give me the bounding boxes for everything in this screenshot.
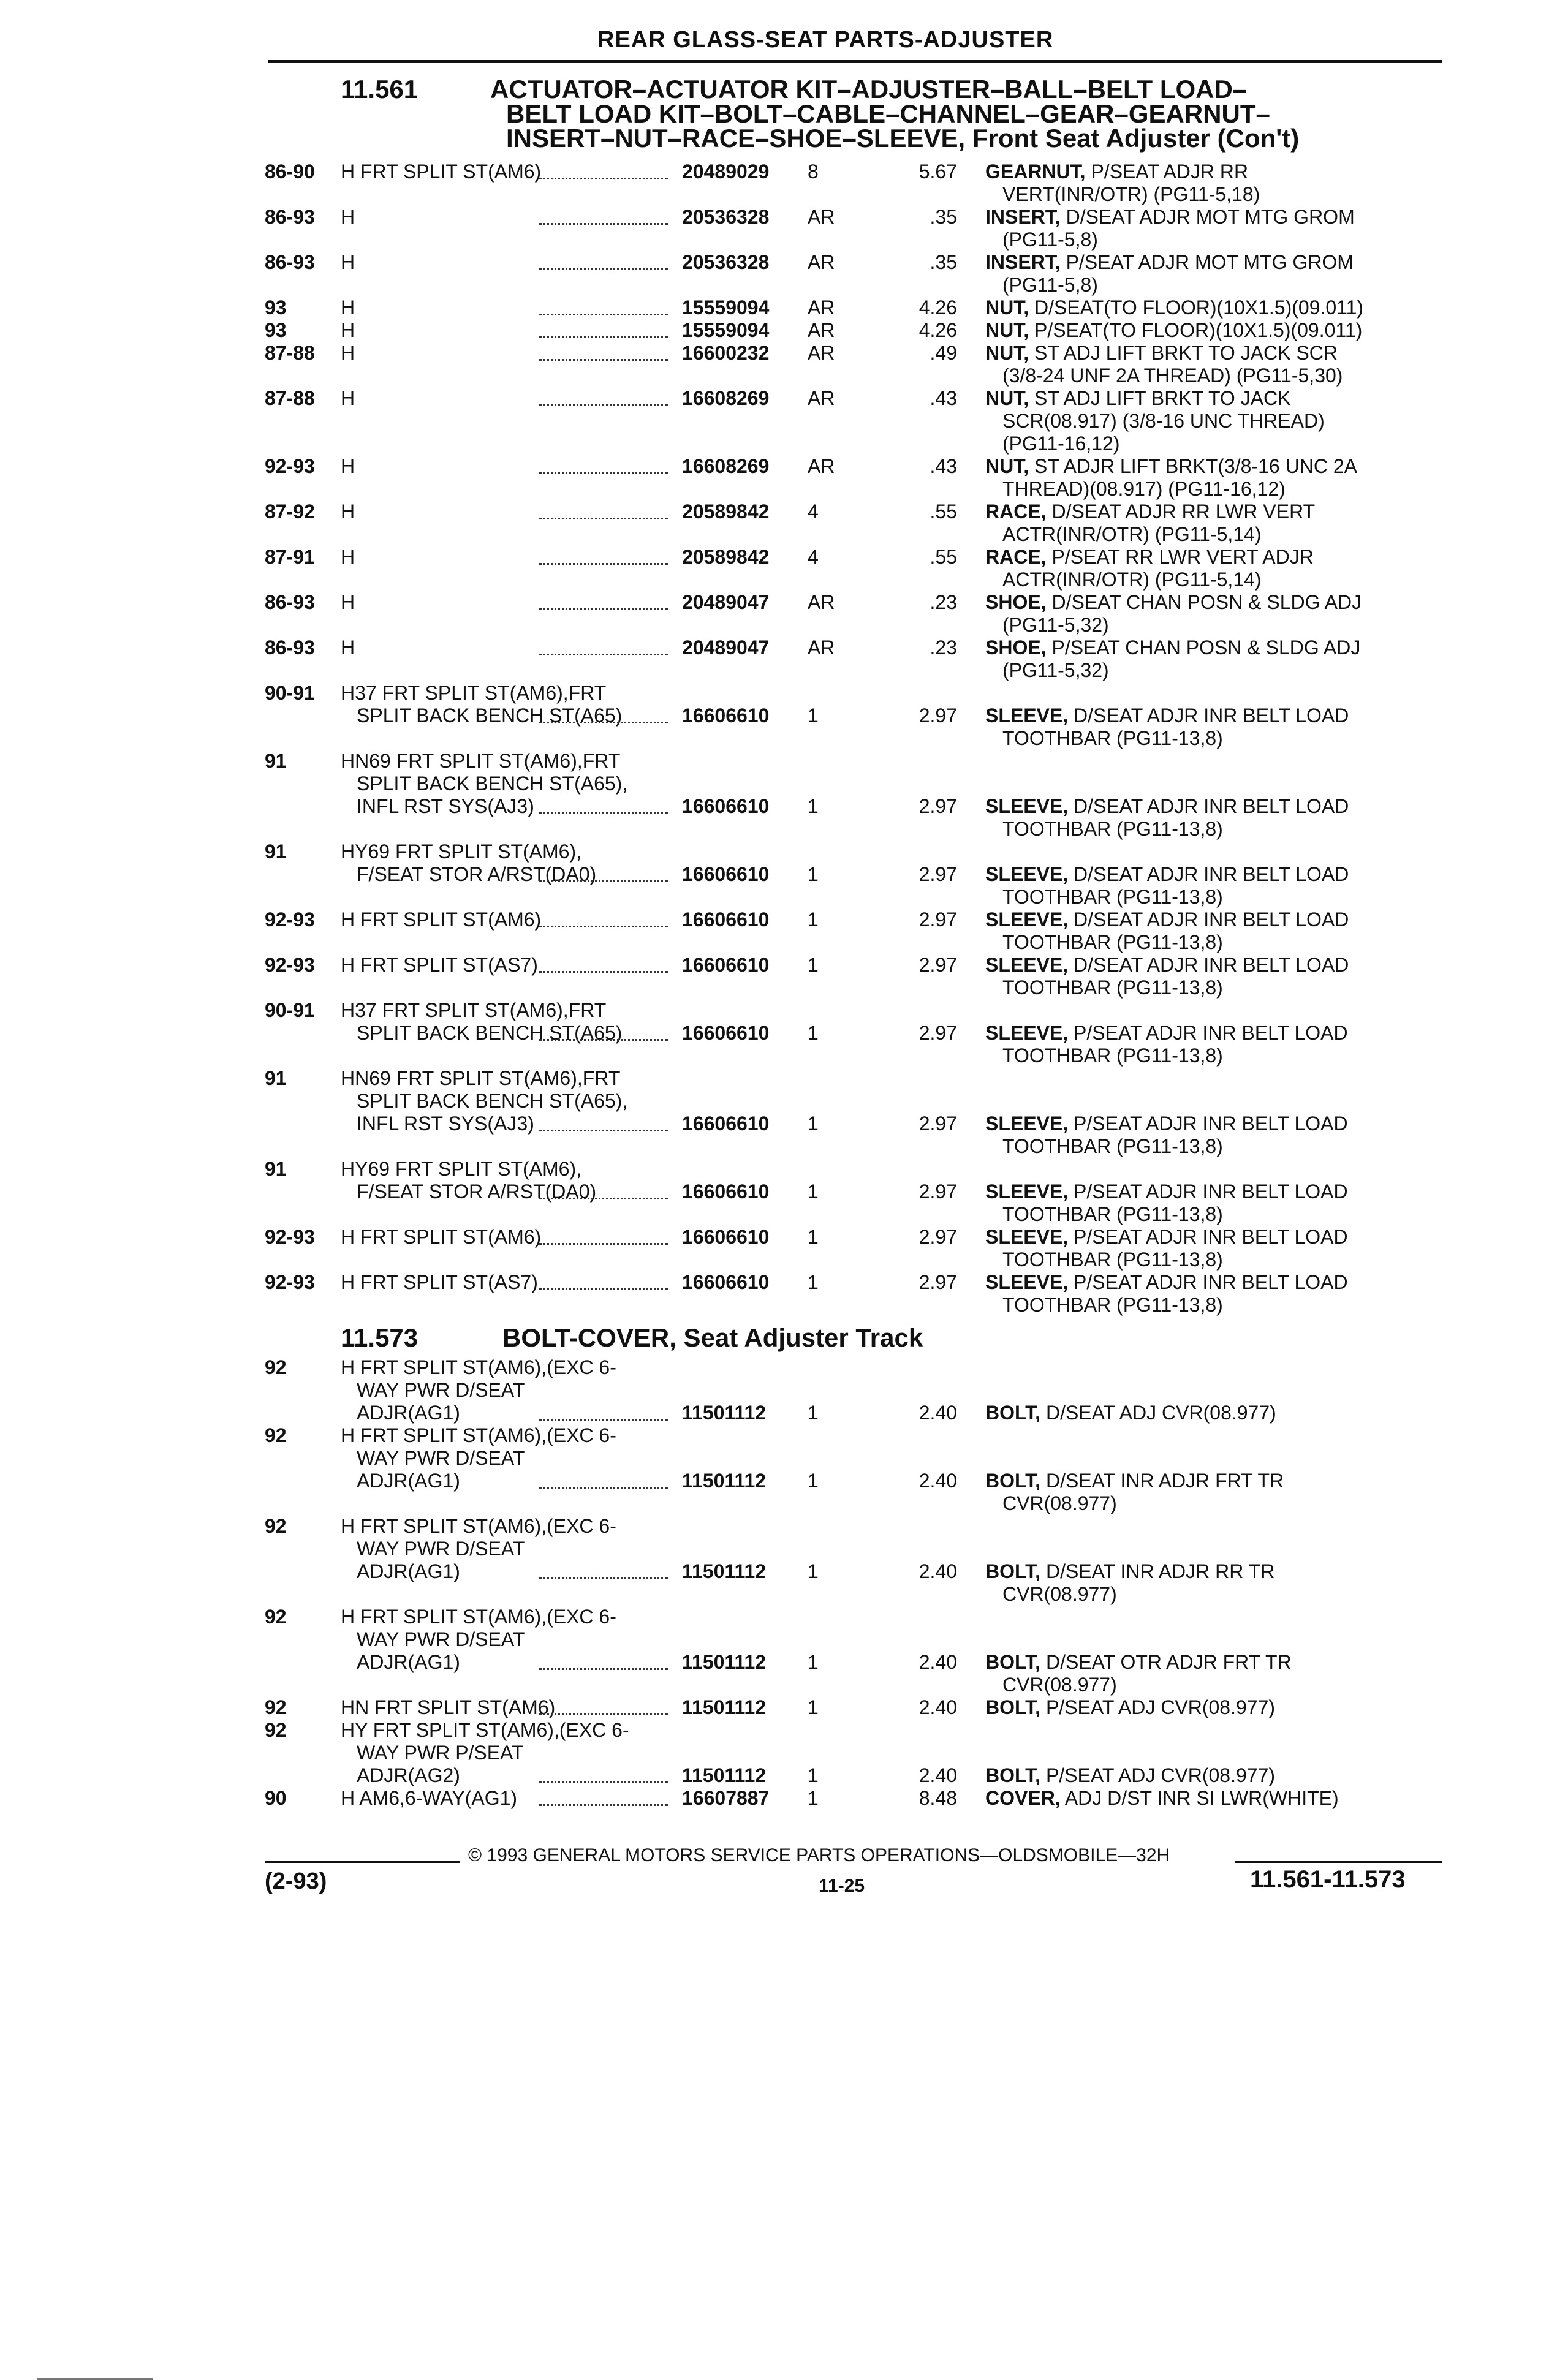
application-description: H (341, 546, 355, 568)
application-description: ADJR(AG1) (357, 1470, 460, 1492)
part-name: SHOE, D/SEAT CHAN POSN & SLDG ADJ (985, 591, 1362, 613)
part-number: 15559094 (682, 319, 770, 341)
leader-dots (539, 1243, 668, 1245)
part-number: 16606610 (682, 1271, 770, 1293)
part-name-continued: (PG11-5,32) (1002, 614, 1109, 636)
part-name: BOLT, P/SEAT ADJ CVR(08.977) (985, 1696, 1276, 1718)
application-description: HN69 FRT SPLIT ST(AM6),FRT (341, 750, 621, 772)
part-name-keyword: BOLT, (985, 1651, 1041, 1673)
leader-dots (539, 654, 668, 655)
price: .35 (930, 206, 957, 228)
footer-copyright: © 1993 GENERAL MOTORS SERVICE PARTS OPERATIONS—OLDSMOBILE—32H (468, 1845, 1170, 1865)
application-description: HN FRT SPLIT ST(AM6) (341, 1696, 556, 1718)
part-name-continued: CVR(08.977) (1002, 1492, 1117, 1514)
part-number: 16606610 (682, 1181, 770, 1203)
section-title-line-2: BELT LOAD KIT–BOLT–CABLE–CHANNEL–GEAR–GEARNUT– (506, 99, 1270, 128)
year-range: 91 (265, 750, 287, 772)
application-description: WAY PWR D/SEAT (357, 1628, 525, 1650)
price: 2.97 (918, 863, 957, 885)
part-name-keyword: NUT, (985, 319, 1029, 341)
leader-dots (539, 314, 668, 315)
part-name-keyword: INSERT, (985, 251, 1061, 273)
application-description: SPLIT BACK BENCH ST(A65), (357, 1090, 628, 1112)
year-range: 92 (265, 1696, 287, 1718)
part-number: 20489029 (682, 161, 770, 183)
part-name-continued: CVR(08.977) (1002, 1583, 1117, 1605)
price: 8.48 (918, 1787, 957, 1809)
part-name-continued: SCR(08.917) (3/8-16 UNC THREAD) (1002, 410, 1325, 432)
quantity: 1 (808, 1787, 819, 1809)
year-range: 87-92 (265, 501, 315, 523)
price: 4.26 (918, 297, 957, 319)
application-description: H FRT SPLIT ST(AM6),(EXC 6- (341, 1356, 616, 1378)
part-number: 11501112 (682, 1402, 767, 1424)
part-name-continued: TOOTHBAR (PG11-13,8) (1002, 1203, 1223, 1225)
leader-dots (539, 223, 668, 225)
application-description: ADJR(AG1) (357, 1651, 460, 1673)
part-name: BOLT, D/SEAT ADJ CVR(08.977) (985, 1402, 1276, 1424)
part-name: BOLT, P/SEAT ADJ CVR(08.977) (985, 1764, 1276, 1786)
price: 2.40 (918, 1651, 957, 1673)
quantity: 1 (808, 863, 819, 885)
part-number: 20589842 (682, 546, 770, 568)
price: 2.97 (918, 1022, 957, 1044)
quantity: 1 (808, 1402, 819, 1424)
year-range: 92 (265, 1515, 287, 1537)
price: 2.40 (918, 1696, 957, 1718)
part-name-keyword: NUT, (985, 455, 1029, 477)
part-name: SHOE, P/SEAT CHAN POSN & SLDG ADJ (985, 637, 1361, 659)
application-description: H (341, 501, 355, 523)
year-range: 92-93 (265, 1271, 315, 1293)
application-description: H FRT SPLIT ST(AS7) (341, 1271, 538, 1293)
part-name: SLEEVE, P/SEAT ADJR INR BELT LOAD (985, 1271, 1348, 1293)
leader-dots (539, 880, 668, 882)
part-name-keyword: SHOE, (985, 591, 1047, 613)
price: 2.97 (918, 1181, 957, 1203)
year-range: 93 (265, 319, 287, 341)
leader-dots (539, 608, 668, 610)
application-description: ADJR(AG1) (357, 1402, 460, 1424)
part-number: 20536328 (682, 206, 770, 228)
part-number: 16606610 (682, 705, 770, 727)
quantity: AR (808, 455, 835, 477)
part-name-keyword: BOLT, (985, 1764, 1041, 1786)
part-name: SLEEVE, P/SEAT ADJR INR BELT LOAD (985, 1113, 1348, 1135)
leader-dots (539, 1487, 668, 1489)
part-number: 16606610 (682, 863, 770, 885)
leader-dots (539, 1130, 668, 1131)
price: 2.40 (918, 1402, 957, 1424)
price: 4.26 (918, 319, 957, 341)
year-range: 92 (265, 1356, 287, 1378)
quantity: 1 (808, 1226, 819, 1248)
part-name: SLEEVE, P/SEAT ADJR INR BELT LOAD (985, 1181, 1348, 1203)
part-number: 20589842 (682, 501, 770, 523)
part-number: 11501112 (682, 1470, 767, 1492)
part-name-continued: TOOTHBAR (PG11-13,8) (1002, 1045, 1223, 1067)
part-name: SLEEVE, D/SEAT ADJR INR BELT LOAD (985, 795, 1349, 817)
application-description: HY69 FRT SPLIT ST(AM6), (341, 1158, 581, 1180)
application-description: INFL RST SYS(AJ3) (357, 1113, 534, 1135)
part-name: COVER, ADJ D/ST INR SI LWR(WHITE) (985, 1787, 1339, 1809)
quantity: AR (808, 319, 835, 341)
quantity: 1 (808, 1696, 819, 1718)
quantity: AR (808, 387, 835, 409)
leader-dots (539, 563, 668, 565)
quantity: AR (808, 251, 835, 273)
price: 2.40 (918, 1764, 957, 1786)
part-name-keyword: BOLT, (985, 1402, 1041, 1424)
part-name: NUT, ST ADJR LIFT BRKT(3/8-16 UNC 2A (985, 455, 1357, 477)
part-number: 16606610 (682, 795, 770, 817)
application-description: F/SEAT STOR A/RST(DA0) (357, 863, 597, 885)
application-description: H FRT SPLIT ST(AM6) (341, 1226, 542, 1248)
part-name: RACE, D/SEAT ADJR RR LWR VERT (985, 501, 1316, 523)
quantity: AR (808, 206, 835, 228)
leader-dots (539, 268, 668, 270)
part-number: 11501112 (682, 1764, 767, 1786)
part-name: SLEEVE, D/SEAT ADJR INR BELT LOAD (985, 909, 1349, 931)
year-range: 87-88 (265, 387, 315, 409)
part-name: SLEEVE, P/SEAT ADJR INR BELT LOAD (985, 1022, 1348, 1044)
application-description: HY69 FRT SPLIT ST(AM6), (341, 841, 581, 863)
leader-dots (539, 1288, 668, 1290)
part-number: 16606610 (682, 1022, 770, 1044)
part-name-keyword: SLEEVE, (985, 1181, 1069, 1203)
part-name: INSERT, D/SEAT ADJR MOT MTG GROM (985, 206, 1355, 228)
quantity: 1 (808, 1271, 819, 1293)
part-number: 16606610 (682, 909, 770, 931)
part-name-continued: TOOTHBAR (PG11-13,8) (1002, 1249, 1223, 1271)
application-description: HY FRT SPLIT ST(AM6),(EXC 6- (341, 1719, 629, 1741)
application-description: H FRT SPLIT ST(AM6),(EXC 6- (341, 1424, 616, 1446)
application-description: WAY PWR P/SEAT (357, 1742, 524, 1764)
leader-dots (539, 1198, 668, 1199)
footer-rule-left (265, 1861, 460, 1863)
application-description: H FRT SPLIT ST(AM6),(EXC 6- (341, 1515, 616, 1537)
application-description: H (341, 637, 355, 659)
application-description: WAY PWR D/SEAT (357, 1447, 525, 1469)
price: 2.97 (918, 1271, 957, 1293)
part-name-keyword: GEARNUT, (985, 161, 1086, 183)
part-name-keyword: SLEEVE, (985, 795, 1069, 817)
leader-dots (539, 1668, 668, 1670)
part-name-continued: (PG11-5,8) (1002, 274, 1098, 296)
leader-dots (539, 1577, 668, 1579)
application-description: H AM6,6-WAY(AG1) (341, 1787, 518, 1809)
part-name-continued: TOOTHBAR (PG11-13,8) (1002, 886, 1223, 908)
application-description: H FRT SPLIT ST(AM6),(EXC 6- (341, 1606, 616, 1628)
quantity: AR (808, 637, 835, 659)
footer-page-number: 11-25 (819, 1876, 865, 1896)
part-name: INSERT, P/SEAT ADJR MOT MTG GROM (985, 251, 1354, 273)
quantity: 8 (808, 161, 819, 183)
header-rule (268, 60, 1442, 63)
quantity: 4 (808, 501, 819, 523)
part-name-keyword: BOLT, (985, 1560, 1041, 1582)
part-name-keyword: SLEEVE, (985, 1226, 1069, 1248)
section-title-line-1: ACTUATOR–ACTUATOR KIT–ADJUSTER–BALL–BELT LOAD– (490, 75, 1248, 104)
year-range: 90-91 (265, 682, 315, 704)
year-range: 92-93 (265, 909, 315, 931)
application-description: H (341, 206, 355, 228)
quantity: 1 (808, 1560, 819, 1582)
part-name: SLEEVE, D/SEAT ADJR INR BELT LOAD (985, 863, 1349, 885)
price: 2.97 (918, 705, 957, 727)
price: 2.40 (918, 1470, 957, 1492)
price: 2.97 (918, 1113, 957, 1135)
part-name-keyword: SLEEVE, (985, 909, 1069, 931)
footer-rule-right (1235, 1861, 1442, 1863)
part-name-continued: (PG11-5,32) (1002, 659, 1109, 681)
part-name-continued: THREAD)(08.917) (PG11-16,12) (1002, 478, 1286, 500)
part-name: BOLT, D/SEAT OTR ADJR FRT TR (985, 1651, 1292, 1673)
section-number: 11.561 (341, 75, 418, 104)
application-description: SPLIT BACK BENCH ST(A65) (357, 1022, 623, 1044)
part-name: NUT, ST ADJ LIFT BRKT TO JACK (985, 387, 1291, 409)
price: .55 (930, 546, 957, 568)
part-name-continued: TOOTHBAR (PG11-13,8) (1002, 931, 1223, 953)
part-name-keyword: SLEEVE, (985, 1022, 1069, 1044)
part-name-continued: TOOTHBAR (PG11-13,8) (1002, 1294, 1223, 1316)
part-name: RACE, P/SEAT RR LWR VERT ADJR (985, 546, 1314, 568)
year-range: 86-93 (265, 637, 315, 659)
year-range: 86-93 (265, 206, 315, 228)
part-name-keyword: BOLT, (985, 1696, 1041, 1718)
quantity: 1 (808, 795, 819, 817)
application-description: H37 FRT SPLIT ST(AM6),FRT (341, 999, 607, 1021)
price: 5.67 (918, 161, 957, 183)
part-name: BOLT, D/SEAT INR ADJR FRT TR (985, 1470, 1284, 1492)
price: .49 (930, 342, 957, 364)
part-name-keyword: SLEEVE, (985, 1271, 1069, 1293)
quantity: 1 (808, 1022, 819, 1044)
year-range: 92-93 (265, 455, 315, 477)
part-name-keyword: SLEEVE, (985, 705, 1069, 727)
year-range: 86-90 (265, 161, 315, 183)
year-range: 87-91 (265, 546, 315, 568)
price: .35 (930, 251, 957, 273)
part-name: GEARNUT, P/SEAT ADJR RR (985, 161, 1249, 183)
part-name-continued: TOOTHBAR (PG11-13,8) (1002, 818, 1223, 840)
part-number: 16608269 (682, 387, 770, 409)
application-description: H (341, 591, 355, 613)
part-name: NUT, P/SEAT(TO FLOOR)(10X1.5)(09.011) (985, 319, 1363, 341)
footer-date: (2-93) (265, 1868, 327, 1894)
quantity: 1 (808, 1181, 819, 1203)
part-number: 16606610 (682, 954, 770, 976)
application-description: H (341, 319, 355, 341)
leader-dots (539, 178, 668, 179)
part-number: 16606610 (682, 1226, 770, 1248)
part-name-continued: VERT(INR/OTR) (PG11-5,18) (1002, 183, 1260, 205)
year-range: 92 (265, 1606, 287, 1628)
leader-dots (539, 722, 668, 723)
part-number: 11501112 (682, 1560, 767, 1582)
application-description: ADJR(AG1) (357, 1560, 460, 1582)
section-2-title: BOLT-COVER, Seat Adjuster Track (502, 1323, 923, 1352)
leader-dots (539, 359, 668, 361)
quantity: 1 (808, 954, 819, 976)
quantity: 1 (808, 1470, 819, 1492)
price: 2.97 (918, 795, 957, 817)
leader-dots (539, 1713, 668, 1715)
quantity: AR (808, 342, 835, 364)
quantity: 1 (808, 1764, 819, 1786)
leader-dots (539, 404, 668, 406)
application-description: F/SEAT STOR A/RST(DA0) (357, 1181, 597, 1203)
year-range: 91 (265, 1067, 287, 1089)
quantity: AR (808, 591, 835, 613)
part-name-keyword: RACE, (985, 546, 1047, 568)
part-number: 15559094 (682, 297, 770, 319)
year-range: 93 (265, 297, 287, 319)
application-description: SPLIT BACK BENCH ST(A65) (357, 705, 623, 727)
part-name-keyword: BOLT, (985, 1470, 1041, 1492)
price: .43 (930, 387, 957, 409)
price: .23 (930, 637, 957, 659)
quantity: 1 (808, 909, 819, 931)
price: .55 (930, 501, 957, 523)
leader-dots (539, 1781, 668, 1783)
application-description: ADJR(AG2) (357, 1764, 460, 1786)
part-name-continued: TOOTHBAR (PG11-13,8) (1002, 727, 1223, 749)
year-range: 86-93 (265, 251, 315, 273)
application-description: H37 FRT SPLIT ST(AM6),FRT (341, 682, 607, 704)
page-header-title: REAR GLASS-SEAT PARTS-ADJUSTER (597, 27, 1054, 53)
quantity: 1 (808, 1651, 819, 1673)
part-name-continued: TOOTHBAR (PG11-13,8) (1002, 977, 1223, 999)
price: 2.97 (918, 954, 957, 976)
part-number: 16600232 (682, 342, 770, 364)
part-name-continued: ACTR(INR/OTR) (PG11-5,14) (1002, 569, 1262, 591)
price: 2.97 (918, 909, 957, 931)
part-name-continued: TOOTHBAR (PG11-13,8) (1002, 1135, 1223, 1157)
part-name: SLEEVE, P/SEAT ADJR INR BELT LOAD (985, 1226, 1348, 1248)
part-number: 20536328 (682, 251, 770, 273)
part-name-continued: (3/8-24 UNF 2A THREAD) (PG11-5,30) (1002, 365, 1343, 387)
year-range: 92 (265, 1424, 287, 1446)
application-description: H FRT SPLIT ST(AM6) (341, 161, 542, 183)
part-name-keyword: SLEEVE, (985, 1113, 1069, 1135)
quantity: 4 (808, 546, 819, 568)
part-name-continued: ACTR(INR/OTR) (PG11-5,14) (1002, 523, 1262, 545)
part-name-keyword: NUT, (985, 297, 1029, 319)
year-range: 87-88 (265, 342, 315, 364)
application-description: H FRT SPLIT ST(AM6) (341, 909, 542, 931)
application-description: H (341, 387, 355, 409)
part-number: 16608269 (682, 455, 770, 477)
part-name-keyword: SHOE, (985, 637, 1047, 659)
year-range: 92-93 (265, 954, 315, 976)
leader-dots (539, 1039, 668, 1041)
part-number: 11501112 (682, 1651, 767, 1673)
part-name-keyword: NUT, (985, 387, 1029, 409)
leader-dots (539, 971, 668, 973)
part-name-continued: (PG11-16,12) (1002, 433, 1120, 455)
application-description: H (341, 251, 355, 273)
part-name-keyword: COVER, (985, 1787, 1061, 1809)
year-range: 90-91 (265, 999, 315, 1021)
leader-dots (539, 518, 668, 519)
part-name: BOLT, D/SEAT INR ADJR RR TR (985, 1560, 1275, 1582)
part-number: 20489047 (682, 591, 770, 613)
part-number: 16606610 (682, 1113, 770, 1135)
price: 2.97 (918, 1226, 957, 1248)
leader-dots (539, 926, 668, 927)
year-range: 91 (265, 1158, 287, 1180)
part-name-keyword: INSERT, (985, 206, 1061, 228)
part-name: NUT, D/SEAT(TO FLOOR)(10X1.5)(09.011) (985, 297, 1364, 319)
application-description: WAY PWR D/SEAT (357, 1379, 525, 1401)
application-description: WAY PWR D/SEAT (357, 1538, 525, 1560)
year-range: 92-93 (265, 1226, 315, 1248)
year-range: 92 (265, 1719, 287, 1741)
part-name-keyword: SLEEVE, (985, 863, 1069, 885)
application-description: H (341, 342, 355, 364)
quantity: 1 (808, 705, 819, 727)
part-name-keyword: NUT, (985, 342, 1029, 364)
quantity: 1 (808, 1113, 819, 1135)
leader-dots (539, 1419, 668, 1421)
leader-dots (539, 812, 668, 814)
part-number: 11501112 (682, 1696, 767, 1718)
leader-dots (539, 1804, 668, 1806)
price: 2.40 (918, 1560, 957, 1582)
application-description: H (341, 297, 355, 319)
part-name: NUT, ST ADJ LIFT BRKT TO JACK SCR (985, 342, 1338, 364)
year-range: 91 (265, 841, 287, 863)
part-number: 20489047 (682, 637, 770, 659)
price: .23 (930, 591, 957, 613)
part-name-keyword: SLEEVE, (985, 954, 1069, 976)
section-title-line-3: INSERT–NUT–RACE–SHOE–SLEEVE, Front Seat Adjuster (Con't) (506, 124, 1300, 153)
application-description: INFL RST SYS(AJ3) (357, 795, 534, 817)
leader-dots (539, 472, 668, 474)
year-range: 86-93 (265, 591, 315, 613)
year-range: 90 (265, 1787, 287, 1809)
section-2-number: 11.573 (341, 1323, 418, 1352)
application-description: H (341, 455, 355, 477)
part-name: SLEEVE, D/SEAT ADJR INR BELT LOAD (985, 705, 1349, 727)
application-description: H FRT SPLIT ST(AS7) (341, 954, 538, 976)
part-name-keyword: RACE, (985, 501, 1047, 523)
part-name-continued: CVR(08.977) (1002, 1674, 1117, 1696)
part-number: 16607887 (682, 1787, 770, 1809)
application-description: HN69 FRT SPLIT ST(AM6),FRT (341, 1067, 621, 1089)
part-name: SLEEVE, D/SEAT ADJR INR BELT LOAD (985, 954, 1349, 976)
footer-section-range: 11.561-11.573 (1250, 1866, 1406, 1893)
leader-dots (539, 336, 668, 338)
part-name-continued: (PG11-5,8) (1002, 229, 1098, 251)
price: .43 (930, 455, 957, 477)
application-description: SPLIT BACK BENCH ST(A65), (357, 773, 628, 795)
quantity: AR (808, 297, 835, 319)
